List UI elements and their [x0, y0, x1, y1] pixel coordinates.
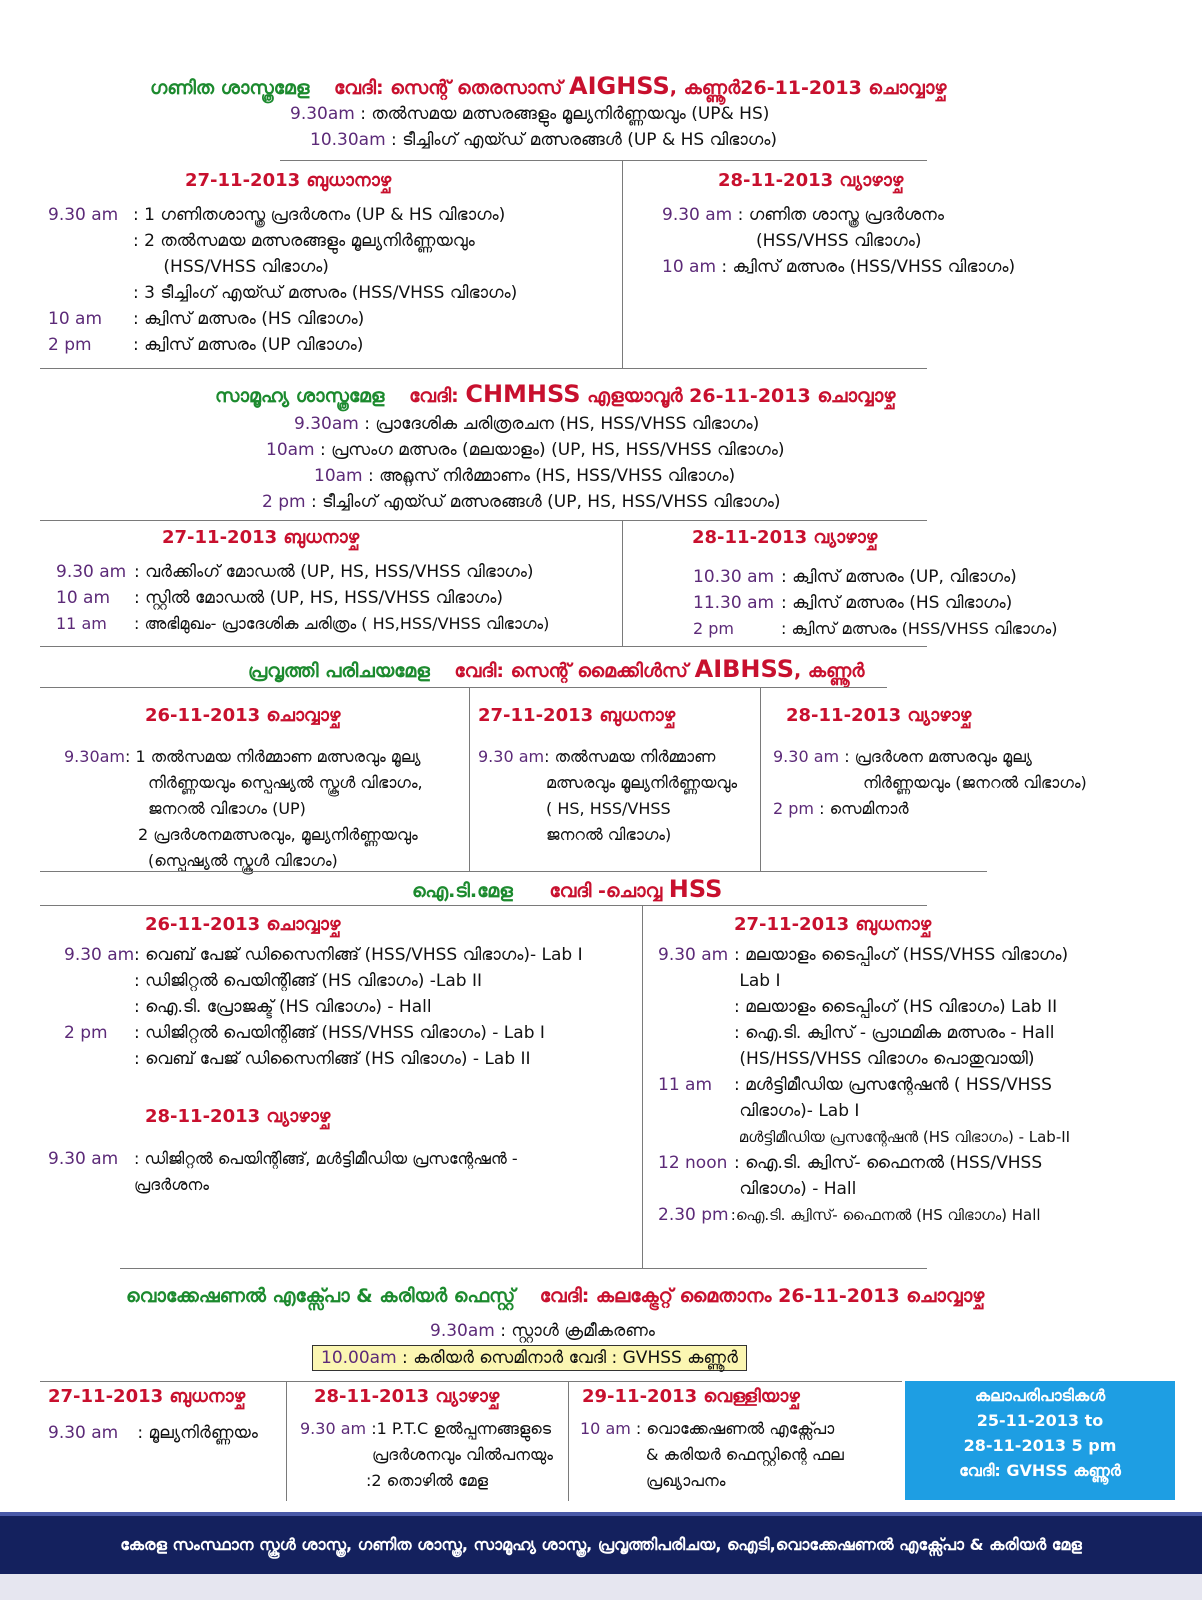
- s2-right-list: [693, 564, 1057, 642]
- s5-header: [126, 1285, 984, 1307]
- list-item: Lab I: [734, 971, 781, 991]
- list-item: 9.30 am : മലയാളം ടൈപ്പിംഗ് (HSS/VHSS വിഭാഗം): [658, 945, 1069, 965]
- s2-venue-prefix: വേദി:: [409, 385, 459, 407]
- arts-programme-box: [905, 1381, 1175, 1500]
- list-item: (HSS/VHSS വിഭാഗം): [756, 231, 922, 251]
- s4-right-list: [658, 942, 1070, 1228]
- s1-intro-row: 9.30am : തല്‍സമയ മത്സരങ്ങളും മൂല്യനിര്‍ണ്ണയവും (UP& HS): [290, 104, 770, 124]
- list-item: 9.30 am: തല്‍സമയ നിര്‍മ്മാണ: [478, 747, 716, 766]
- list-item: പ്രഖ്യാപനം: [646, 1471, 726, 1490]
- list-item: 9.30 am : വര്‍ക്കിംഗ് മോഡല്‍ (UP, HS, HSS/VHSS വിഭാഗം): [56, 562, 534, 582]
- s2-right-day: 28-11-2013 വ്യാഴാഴ്ച: [692, 527, 878, 548]
- s1-venue-suffix: , കണ്ണൂര്‍26-11-2013 ചൊവ്വാഴ്ച: [669, 77, 947, 99]
- s1-left-day: 27-11-2013 ബുധാനാഴ്ച: [185, 170, 392, 191]
- s3-col1-day: 26-11-2013 ചൊവ്വാഴ്ച: [145, 705, 341, 726]
- s1-intro: [290, 101, 777, 153]
- footer-banner: കേരള സംസ്ഥാന സ്കൂള്‍ ശാസ്ത്ര, ഗണിത ശാസ്ത്ര, സാമൂഹ്യ ശാസ്ത്ര, പ്രവൃത്തിപരിചയ, ഐടി,വൊക്കേഷണല്‍ എക്സ്പോ & കരിയര്‍ മേള: [0, 1512, 1202, 1574]
- list-item: മള്‍ട്ടിമീഡിയ പ്രസന്റേഷന്‍ (HS വിഭാഗം) - Lab-II: [734, 1128, 1071, 1146]
- s5-divider: [40, 1381, 902, 1382]
- list-item: നിര്‍ണ്ണയവും (ജനറല്‍ വിഭാഗം): [863, 773, 1087, 792]
- s2-venue-code: CHMHSS: [465, 380, 581, 408]
- list-item: ജനറല്‍ വിഭാഗം): [546, 825, 672, 844]
- s3-bottom-divider: [40, 871, 987, 872]
- list-item: 10.30 am : ക്വിസ് മത്സരം (UP, വിഭാഗം): [693, 567, 1017, 587]
- list-item: 10 am : ക്വിസ് മത്സരം (HSS/VHSS വിഭാഗം): [662, 257, 1016, 277]
- s1-right-day: 28-11-2013 വ്യാഴാഴ്ച: [718, 170, 904, 191]
- s5-col-divider-2: [568, 1381, 569, 1501]
- s1-col-divider: [622, 160, 623, 368]
- s3-col2-list: [478, 744, 737, 848]
- list-item: : ഡിജിറ്റല്‍ പെയിന്റിങ്ങ് (HS വിഭാഗം) -Lab II: [134, 971, 482, 991]
- list-item: പ്രദര്‍ശനം: [134, 1175, 209, 1194]
- s3-title: പ്രവൃത്തി പരിചയമേള: [248, 660, 430, 682]
- s5-col2-list: [300, 1416, 553, 1494]
- list-item: (സ്പെഷ്യല്‍ സ്കൂള്‍ വിഭാഗം): [148, 851, 338, 870]
- s2-intro: [262, 411, 785, 515]
- s3-col1-list: [64, 744, 423, 874]
- s3-col3-list: [773, 744, 1087, 822]
- s5-col3-list: [580, 1416, 844, 1494]
- arts-box-line1: 25-11-2013 to: [976, 1411, 1104, 1430]
- s1-title: ഗണിത ശാസ്ത്രമേള: [150, 77, 310, 99]
- list-item: 9.30 am : ഡിജിറ്റല്‍ പെയിന്റിങ്ങ്, മള്‍ട്ടിമീഡിയ പ്രസന്റേഷന്‍ -: [48, 1149, 518, 1169]
- s4-header: [412, 875, 722, 903]
- s1-divider: [280, 160, 927, 161]
- list-item: 10 am : സ്റ്റില്‍ മോഡല്‍ (UP, HS, HSS/VHSS വിഭാഗം): [56, 588, 504, 608]
- list-item: 9.30am: 1 തല്‍സമയ നിര്‍മ്മാണ മത്സരവും മൂല്യ: [64, 747, 421, 766]
- list-item: 2 പ്രദര്‍ശനമത്സരവും, മൂല്യനിര്‍ണ്ണയവും: [138, 825, 418, 844]
- list-item: 11 am : മള്‍ട്ടിമീഡിയ പ്രസന്റേഷന്‍ ( HSS/VHSS: [658, 1075, 1052, 1095]
- s2-left-day: 27-11-2013 ബുധനാഴ്ച: [162, 527, 360, 548]
- list-item: ജനറല്‍ വിഭാഗം (UP): [148, 799, 306, 818]
- s1-intro-row: 10.30am : ടീച്ചിംഗ് എയ്ഡ് മത്സരങ്ങള്‍ (UP & HS വിഭാഗം): [310, 130, 777, 150]
- list-item: : മലയാളം ടൈപ്പിംഗ് (HS വിഭാഗം) Lab II: [734, 997, 1058, 1017]
- s4-left-list: [64, 942, 583, 1072]
- list-item: 2 pm : ക്വിസ് മത്സരം (HSS/VHSS വിഭാഗം): [693, 619, 1058, 638]
- arts-box-title: കലാപരിപാടികള്‍: [974, 1386, 1106, 1405]
- s5-title: വൊക്കേഷണല്‍ എക്സ്പോ & കരിയര്‍ ഫെസ്റ്റ്: [126, 1285, 516, 1307]
- s4-left2-list: [48, 1146, 518, 1198]
- list-item: : 3 ടീച്ചിംഗ് എയ്ഡ് മത്സരം (HSS/VHSS വിഭാഗം): [133, 283, 518, 303]
- s5-col3-day: 29-11-2013 വെള്ളിയാഴ്ച: [582, 1386, 800, 1407]
- s1-venue-code: AIGHSS: [569, 72, 670, 100]
- s1-bottom-divider: [40, 368, 927, 369]
- s2-bottom-divider: [40, 646, 927, 647]
- list-item: (HS/HSS/VHSS വിഭാഗം പൊതുവായി): [734, 1049, 1035, 1069]
- s2-left-list: [56, 559, 549, 637]
- s5-seminar-highlight: 10.00am : കരിയര്‍ സെമിനാര്‍ വേദി : GVHSS കണ്ണൂര്‍: [312, 1345, 747, 1371]
- s4-venue-code: HSS: [668, 875, 723, 903]
- arts-box-line2: 28-11-2013 5 pm: [963, 1436, 1117, 1455]
- s1-venue-prefix: വേദി: സെന്റ് തെരസാസ്: [334, 77, 563, 99]
- list-item: വിഭാഗം)- Lab I: [734, 1101, 860, 1121]
- s5-col1-day: 27-11-2013 ബുധനാഴ്ച: [48, 1386, 246, 1407]
- list-item: 9.30 am : ഗണിത ശാസ്ത്ര പ്രദര്‍ശനം: [662, 205, 944, 225]
- s3-venue-code: AIBHSS: [694, 655, 794, 683]
- list-item: 9.30 am : 1 ഗണിതശാസ്ത്ര പ്രദര്‍ശനം (UP & HS വിഭാഗം): [48, 205, 506, 225]
- list-item: & കരിയര്‍ ഫെസ്റ്റിന്റെ ഫല: [646, 1445, 844, 1464]
- list-item: 10 am : ക്വിസ് മത്സരം (HS വിഭാഗം): [48, 309, 365, 329]
- list-item: : ഐ.ടി. പ്രോജക്ട് (HS വിഭാഗം) - Hall: [134, 997, 432, 1017]
- list-item: 2 pm : സെമിനാര്‍: [773, 799, 909, 818]
- list-item: 2 pm : ഡിജിറ്റല്‍ പെയിന്റിങ്ങ് (HSS/VHSS വിഭാഗം) - Lab I: [64, 1023, 545, 1043]
- list-item: : വെബ് പേജ് ഡിസൈനിങ്ങ് (HS വിഭാഗം) - Lab II: [134, 1049, 531, 1069]
- arts-box-line3: വേദി: GVHSS കണ്ണൂര്‍: [959, 1461, 1121, 1480]
- s2-intro-row: 10am : അറ്റ്ലസ് നിര്‍മ്മാണം (HS, HSS/VHSS വിഭാഗം): [314, 466, 736, 486]
- s4-left2-day: 28-11-2013 വ്യാഴാഴ്ച: [145, 1106, 331, 1127]
- list-item: 12 noon : ഐ.ടി. ക്വിസ്- ഫൈനല്‍ (HSS/VHSS: [658, 1153, 1043, 1173]
- s1-right-list: [662, 202, 1015, 280]
- s2-header: [215, 380, 895, 408]
- s3-venue-suffix: , കണ്ണൂര്‍: [794, 660, 865, 682]
- s3-col-divider-2: [760, 687, 761, 871]
- s1-header: [150, 72, 947, 100]
- s5-venue: വേദി: കലക്ട്രേറ്റ് മൈതാനം 26-11-2013 ചൊവ്വാഴ്ച: [539, 1285, 985, 1307]
- s4-right-day: 27-11-2013 ബുധനാഴ്ച: [734, 914, 932, 935]
- s2-intro-row: 10am : പ്രസംഗ മത്സരം (മലയാളം) (UP, HS, HSS/VHSS വിഭാഗം): [266, 440, 785, 460]
- list-item: : ഐ.ടി. ക്വിസ് - പ്രാഥമിക മത്സരം - Hall: [734, 1023, 1055, 1043]
- s3-col2-day: 27-11-2013 ബുധനാഴ്ച: [478, 705, 676, 726]
- s1-left-list: [48, 202, 517, 358]
- bottom-strip: [0, 1574, 1202, 1600]
- s3-venue-prefix: വേദി: സെന്റ് മൈക്കിള്‍സ്: [454, 660, 688, 682]
- s2-venue-suffix: എളയാവൂര്‍ 26-11-2013 ചൊവ്വാഴ്ച: [580, 385, 896, 407]
- list-item: വിഭാഗം) - Hall: [734, 1179, 857, 1199]
- s5-col-divider-1: [286, 1381, 287, 1501]
- list-item: 9.30 am :1 P.T.C ഉല്‍പ്പന്നങ്ങളുടെ: [300, 1419, 552, 1438]
- list-item: പ്രദര്‍ശനവും വില്‍പനയും: [372, 1445, 553, 1464]
- s4-left-day: 26-11-2013 ചൊവ്വാഴ്ച: [145, 914, 341, 935]
- s4-col-divider: [642, 905, 643, 1268]
- s4-title: ഐ.ടി.മേള: [412, 880, 513, 902]
- s3-header: [248, 655, 864, 683]
- list-item: :2 തൊഴില്‍ മേള: [366, 1471, 489, 1490]
- list-item: 2 pm : ക്വിസ് മത്സരം (UP വിഭാഗം): [48, 335, 364, 355]
- list-item: 10 am : വൊക്കേഷണല്‍ എക്സ്പോ: [580, 1419, 835, 1438]
- s5-col2-day: 28-11-2013 വ്യാഴാഴ്ച: [314, 1386, 500, 1407]
- list-item: : 2 തല്‍സമയ മത്സരങ്ങളും മൂല്യനിര്‍ണ്ണയവും: [133, 231, 475, 251]
- s2-col-divider: [622, 520, 623, 646]
- s2-title: സാമൂഹ്യ ശാസ്ത്രമേള: [215, 385, 385, 407]
- s5-col1-row: 9.30 am : മൂല്യനിര്‍ണ്ണയം: [48, 1423, 258, 1443]
- s4-bottom-divider: [120, 1268, 927, 1269]
- s2-intro-row: 2 pm : ടീച്ചിംഗ് എയ്ഡ് മത്സരങ്ങള്‍ (UP, HS, HSS/VHSS വിഭാഗം): [262, 492, 781, 512]
- s3-col3-day: 28-11-2013 വ്യാഴാഴ്ച: [786, 705, 972, 726]
- list-item: മത്സരവും മൂല്യനിര്‍ണ്ണയവും: [546, 773, 738, 792]
- s4-venue-prefix: വേദി -ചൊവ്വ: [549, 880, 663, 902]
- s4-divider: [40, 905, 927, 906]
- list-item: 11.30 am : ക്വിസ് മത്സരം (HS വിഭാഗം): [693, 593, 1013, 613]
- list-item: 9.30 am: വെബ് പേജ് ഡിസൈനിങ്ങ് (HSS/VHSS വിഭാഗം)- Lab I: [64, 945, 583, 965]
- list-item: 9.30 am : പ്രദര്‍ശന മത്സരവും മൂല്യ: [773, 747, 1032, 766]
- s5-intro: 9.30am : സ്റ്റാള്‍ ക്രമീകരണം: [430, 1321, 655, 1341]
- s2-intro-row: 9.30am : പ്രാദേശിക ചരിത്രരചന (HS, HSS/VHSS വിഭാഗം): [294, 414, 760, 434]
- list-item: നിര്‍ണ്ണയവും സ്പെഷ്യല്‍ സ്കൂള്‍ വിഭാഗം,: [148, 773, 423, 792]
- s3-col-divider-1: [469, 687, 470, 871]
- list-item: 2.30 pm :ഐ.ടി. ക്വിസ്- ഫൈനല്‍ (HS വിഭാഗം) Hall: [658, 1205, 1041, 1225]
- s2-divider: [40, 520, 927, 521]
- list-item: (HSS/VHSS വിഭാഗം): [158, 257, 329, 277]
- list-item: ( HS, HSS/VHSS: [546, 799, 671, 818]
- list-item: 11 am : അഭിമുഖം- പ്രാദേശിക ചരിത്രം ( HS,HSS/VHSS വിഭാഗം): [56, 614, 550, 633]
